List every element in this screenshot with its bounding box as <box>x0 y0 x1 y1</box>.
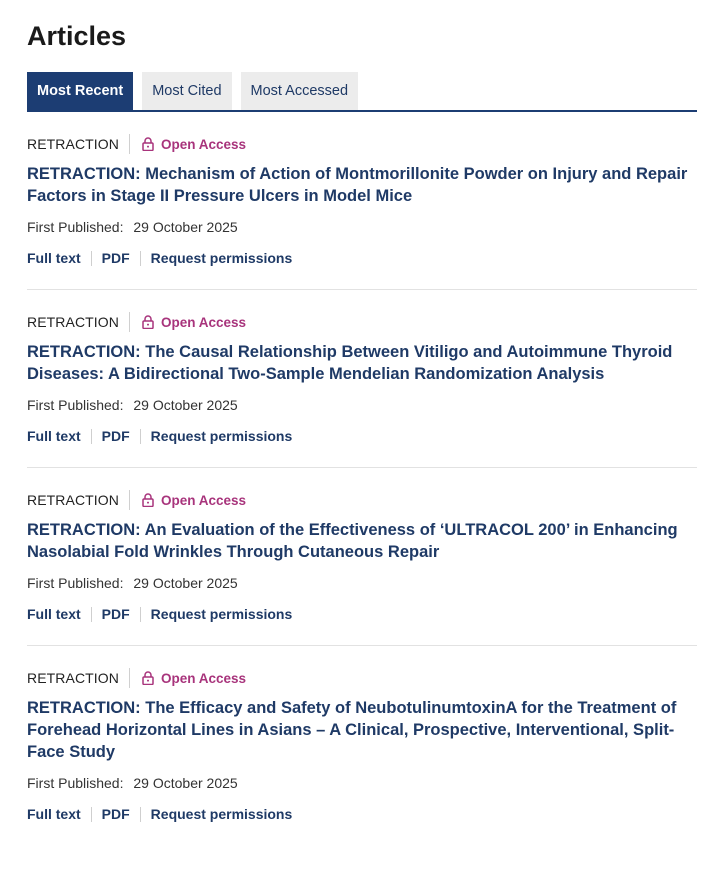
article-item <box>27 646 697 845</box>
open-access-badge <box>142 671 246 686</box>
article-tabs <box>27 72 697 112</box>
divider <box>129 312 130 332</box>
divider <box>140 807 141 822</box>
published-date: 29 October 2025 <box>133 219 238 235</box>
article-type: RETRACTION <box>27 492 119 508</box>
open-access-label: Open Access <box>161 670 247 686</box>
article-meta <box>27 488 697 512</box>
article-links <box>27 804 697 824</box>
pdf-link[interactable]: PDF <box>101 428 130 444</box>
page-title: Articles <box>27 21 127 51</box>
tab-most-recent[interactable]: Most Recent <box>27 72 133 110</box>
full-text-link[interactable]: Full text <box>27 606 81 622</box>
published-label: First Published: <box>27 219 124 235</box>
published-label: First Published: <box>27 575 124 591</box>
divider <box>129 668 130 688</box>
request-permissions-link[interactable]: Request permissions <box>150 428 293 444</box>
open-access-badge <box>142 137 246 152</box>
article-links <box>27 248 697 268</box>
article-item <box>27 468 697 646</box>
request-permissions-link[interactable]: Request permissions <box>150 806 293 822</box>
lock-icon <box>142 137 154 151</box>
divider <box>91 251 92 266</box>
published-date-row <box>27 573 697 593</box>
article-type: RETRACTION <box>27 136 119 152</box>
divider <box>140 251 141 266</box>
published-label: First Published: <box>27 397 124 413</box>
article-links <box>27 426 697 446</box>
divider <box>129 490 130 510</box>
divider <box>129 134 130 154</box>
divider <box>140 607 141 622</box>
pdf-link[interactable]: PDF <box>101 250 130 266</box>
tab-most-cited[interactable]: Most Cited <box>142 72 231 110</box>
divider <box>91 429 92 444</box>
lock-icon <box>142 315 154 329</box>
published-date: 29 October 2025 <box>133 397 238 413</box>
article-title-link[interactable]: RETRACTION: The Causal Relationship Between Vitiligo and Autoimmune Thyroid Diseases: A Bidirectional Two‐Sample Mendelian Randomization Analysis <box>27 343 673 383</box>
open-access-badge <box>142 493 246 508</box>
pdf-link[interactable]: PDF <box>101 806 130 822</box>
article-title-link[interactable]: RETRACTION: Mechanism of Action of Montmorillonite Powder on Injury and Repair Factors in Stage II Pressure Ulcers in Model Mice <box>27 165 688 205</box>
open-access-label: Open Access <box>161 136 247 152</box>
article-item <box>27 290 697 468</box>
open-access-label: Open Access <box>161 314 247 330</box>
published-date-row <box>27 395 697 415</box>
article-title-link[interactable]: RETRACTION: An Evaluation of the Effectiveness of ‘ULTRACOL 200’ in Enhancing Nasolabial Fold Wrinkles Through Cutaneous Repair <box>27 521 678 561</box>
full-text-link[interactable]: Full text <box>27 250 81 266</box>
lock-icon <box>142 671 154 685</box>
article-title-link[interactable]: RETRACTION: The Efficacy and Safety of NeubotulinumtoxinA for the Treatment of Forehead Horizontal Lines in Asians – A Clinical, Prospective, Interventional, Split‐Face Study <box>27 699 677 761</box>
article-meta <box>27 666 697 690</box>
tab-most-accessed[interactable]: Most Accessed <box>241 72 359 110</box>
open-access-badge <box>142 315 246 330</box>
divider <box>91 607 92 622</box>
article-item <box>27 112 697 290</box>
published-date-row <box>27 773 697 793</box>
request-permissions-link[interactable]: Request permissions <box>150 606 293 622</box>
article-type: RETRACTION <box>27 670 119 686</box>
full-text-link[interactable]: Full text <box>27 806 81 822</box>
request-permissions-link[interactable]: Request permissions <box>150 250 293 266</box>
published-date-row <box>27 217 697 237</box>
lock-icon <box>142 493 154 507</box>
divider <box>91 807 92 822</box>
pdf-link[interactable]: PDF <box>101 606 130 622</box>
published-date: 29 October 2025 <box>133 775 238 791</box>
article-links <box>27 604 697 624</box>
article-meta <box>27 310 697 334</box>
article-meta <box>27 132 697 156</box>
divider <box>140 429 141 444</box>
article-type: RETRACTION <box>27 314 119 330</box>
open-access-label: Open Access <box>161 492 247 508</box>
published-date: 29 October 2025 <box>133 575 238 591</box>
full-text-link[interactable]: Full text <box>27 428 81 444</box>
published-label: First Published: <box>27 775 124 791</box>
